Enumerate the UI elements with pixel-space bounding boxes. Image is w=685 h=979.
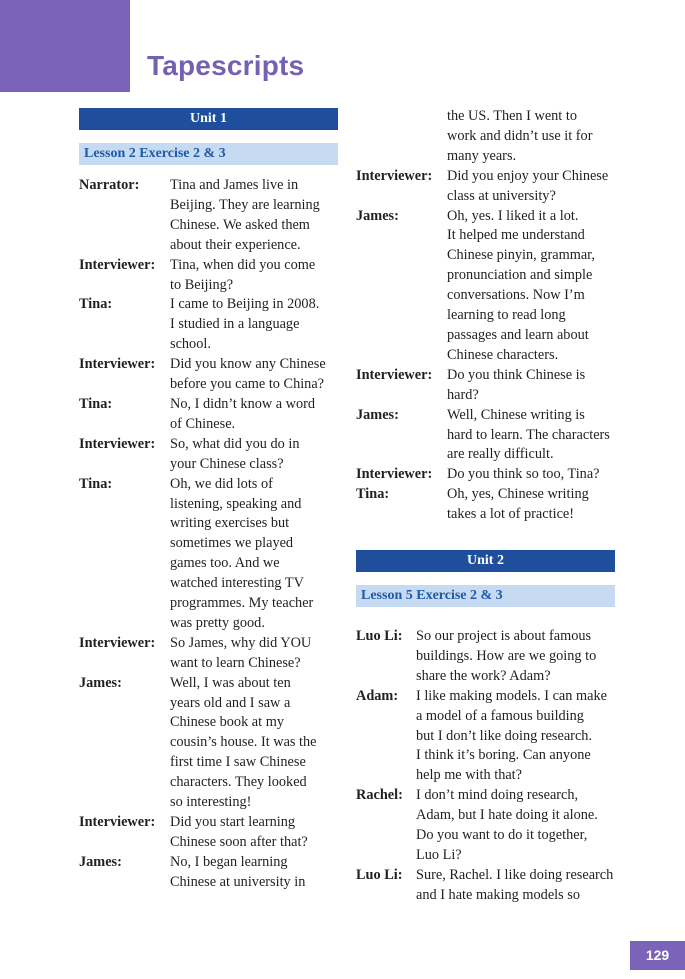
dialogue-turn [356, 207, 646, 366]
dialogue-turn [356, 687, 646, 787]
dialogue-line: Oh, yes, Chinese writing [447, 486, 589, 503]
dialogue-line: share the work? Adam? [416, 667, 551, 684]
continued-text [447, 107, 646, 167]
dialogue-line: Sure, Rachel. I like doing research [416, 866, 614, 883]
dialogue-line: Do you think so too, Tina? [447, 466, 600, 483]
unit1-right-column [356, 107, 646, 525]
dialogue-line: help me with that? [416, 767, 523, 784]
dialogue-turn [356, 406, 646, 466]
speaker-label: Adam: [356, 687, 399, 704]
dialogue-turn [356, 866, 646, 906]
speaker-label: Interviewer: [79, 634, 156, 651]
dialogue-line: Did you start learning [170, 814, 296, 830]
dialogue-line: games too. And we [170, 555, 280, 572]
dialogue-line: So James, why did YOU [170, 634, 312, 651]
dialogue-line: Oh, yes. I liked it a lot. [447, 207, 579, 224]
dialogue-line: I came to Beijing in 2008. [170, 296, 320, 313]
dialogue-line: I think it’s boring. Can anyone [416, 747, 591, 764]
dialogue-turn [79, 853, 354, 893]
dialogue-line: Did you know any Chinese [170, 356, 326, 373]
corner-color-block [0, 0, 130, 92]
speaker-label: James: [79, 674, 122, 691]
dialogue-line: No, I didn’t know a word [170, 395, 316, 412]
dialogue-line: cousin’s house. It was the [170, 734, 317, 751]
dialogue-line: class at university? [447, 187, 556, 204]
unit2-column [356, 627, 646, 906]
unit2-lesson-header: Lesson 5 Exercise 2 & 3 [356, 585, 615, 607]
dialogue-line: was pretty good. [170, 614, 265, 631]
dialogue-line: Well, I was about ten [170, 674, 291, 691]
dialogue-line: Tina, when did you come [170, 256, 316, 273]
dialogue-line: and I hate making models so [416, 886, 580, 903]
dialogue-line: I don’t mind doing research, [416, 787, 579, 804]
dialogue-line: Adam, but I hate doing it alone. [416, 807, 598, 824]
dialogue-turn [79, 395, 354, 435]
page-title: Tapescripts [147, 50, 305, 81]
dialogue-line: about their experience. [170, 236, 301, 253]
speaker-label: Interviewer: [356, 466, 433, 483]
dialogue-line: So, what did you do in [170, 435, 300, 452]
dialogue-line: to Beijing? [170, 276, 234, 293]
dialogue-line: conversations. Now I’m [447, 287, 585, 304]
dialogue-line: years old and I saw a [170, 694, 291, 711]
dialogue-line: your Chinese class? [170, 455, 284, 472]
dialogue-turn [356, 167, 646, 207]
speaker-label: Interviewer: [356, 366, 433, 383]
speaker-label: Interviewer: [79, 435, 156, 452]
speaker-label: Narrator: [79, 177, 140, 193]
dialogue-line: I studied in a language [170, 316, 300, 333]
dialogue-turn [79, 674, 354, 813]
speaker-label: Luo Li: [356, 866, 403, 883]
dialogue-line: Tina and James live in [170, 177, 299, 193]
speaker-label: Tina: [79, 475, 113, 492]
dialogue-turn [79, 634, 354, 674]
dialogue-line: Chinese characters. [447, 346, 559, 363]
dialogue-line: characters. They looked [170, 774, 307, 791]
dialogue-line: before you came to China? [170, 376, 325, 393]
dialogue-line: listening, speaking and [170, 495, 302, 512]
unit1-header: Unit 1 [79, 108, 338, 130]
dialogue-line: the US. Then I went to [447, 108, 577, 124]
dialogue-line: Beijing. They are learning [170, 196, 320, 213]
dialogue-line: Oh, we did lots of [170, 475, 273, 492]
unit2-header: Unit 2 [356, 550, 615, 572]
unit1-lesson-header: Lesson 2 Exercise 2 & 3 [79, 143, 338, 165]
dialogue-line: want to learn Chinese? [170, 654, 301, 671]
dialogue-line: sometimes we played [170, 535, 294, 552]
dialogue-turn [79, 355, 354, 395]
dialogue-line: watched interesting TV [170, 575, 304, 592]
speaker-label: Luo Li: [356, 628, 403, 644]
dialogue-line: are really difficult. [447, 446, 554, 463]
dialogue-line: so interesting! [170, 794, 252, 811]
speaker-label: James: [79, 853, 122, 870]
speaker-label: Interviewer: [79, 256, 156, 273]
dialogue-turn [79, 475, 354, 634]
dialogue-line: many years. [447, 147, 517, 164]
dialogue-line: Well, Chinese writing is [447, 406, 585, 423]
speaker-label: James: [356, 207, 399, 224]
page-number: 129 [630, 941, 685, 970]
speaker-label: Tina: [356, 486, 390, 503]
speaker-label: Rachel: [356, 787, 403, 804]
dialogue-line: No, I began learning [170, 853, 288, 870]
dialogue-line: learning to read long [447, 307, 566, 324]
dialogue-line: writing exercises but [170, 515, 290, 532]
dialogue-line: of Chinese. [170, 415, 236, 432]
dialogue-line: Luo Li? [416, 846, 462, 863]
speaker-label: Interviewer: [356, 167, 433, 184]
dialogue-line: passages and learn about [447, 326, 589, 343]
dialogue-line: work and didn’t use it for [447, 127, 593, 144]
dialogue-line: buildings. How are we going to [416, 647, 597, 664]
dialogue-turn [356, 465, 646, 485]
dialogue-line: Do you think Chinese is [447, 366, 586, 383]
speaker-label: James: [356, 406, 399, 423]
dialogue-line: hard? [447, 386, 479, 403]
dialogue-line: takes a lot of practice! [447, 506, 575, 523]
dialogue-line: Chinese at university in [170, 873, 306, 890]
dialogue-line: programmes. My teacher [170, 595, 314, 612]
dialogue-line: pronunciation and simple [447, 267, 593, 284]
speaker-label: Tina: [79, 395, 113, 412]
dialogue-line: I like making models. I can make [416, 687, 607, 704]
dialogue-line: Chinese. We asked them [170, 216, 310, 233]
speaker-label: Tina: [79, 296, 113, 313]
dialogue-turn [79, 176, 354, 256]
dialogue-turn [356, 485, 646, 525]
dialogue-line: Did you enjoy your Chinese [447, 167, 609, 184]
dialogue-line: hard to learn. The characters [447, 426, 610, 443]
dialogue-turn [356, 627, 646, 687]
dialogue-line: first time I saw Chinese [170, 754, 306, 771]
dialogue-turn [79, 435, 354, 475]
dialogue-line: school. [170, 336, 211, 353]
dialogue-line: Do you want to do it together, [416, 827, 588, 844]
dialogue-line: a model of a famous building [416, 707, 584, 724]
dialogue-turn [356, 366, 646, 406]
dialogue-line: Chinese book at my [170, 714, 284, 731]
speaker-label: Interviewer: [79, 814, 156, 830]
dialogue-line: Chinese soon after that? [170, 833, 308, 850]
dialogue-line: but I don’t like doing research. [416, 727, 593, 744]
dialogue-turn [356, 786, 646, 866]
unit1-left-column [79, 176, 354, 893]
dialogue-turn [79, 256, 354, 296]
dialogue-line: It helped me understand [447, 227, 585, 244]
dialogue-turn [79, 295, 354, 355]
speaker-label: Interviewer: [79, 356, 156, 373]
dialogue-turn [79, 813, 354, 853]
dialogue-line: Chinese pinyin, grammar, [447, 247, 595, 264]
dialogue-line: So our project is about famous [416, 628, 592, 644]
